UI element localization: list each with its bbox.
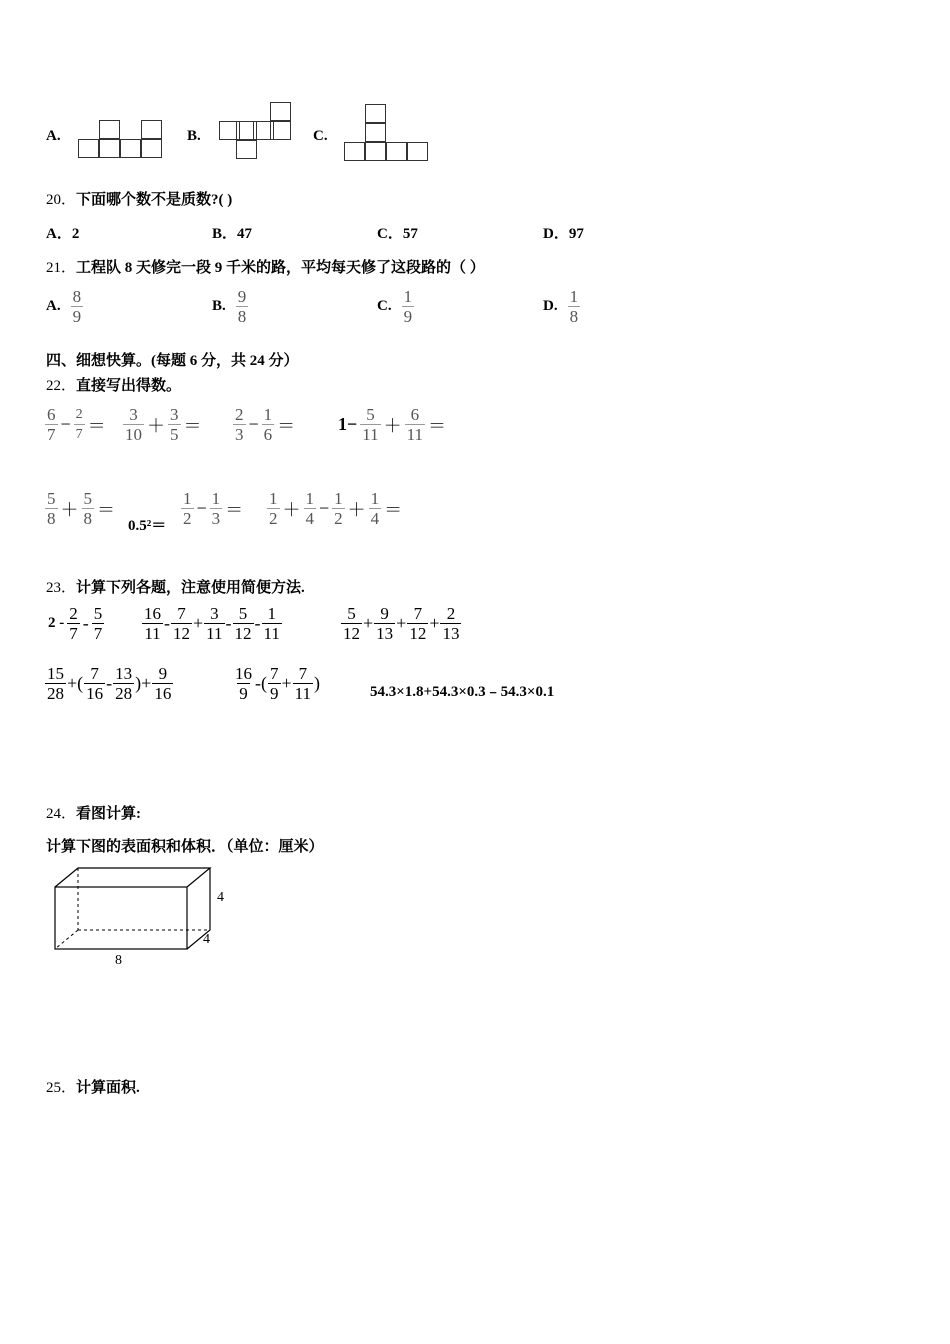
- q21-option-c[interactable]: C. 1 9: [377, 287, 413, 326]
- q19-option-c-letter[interactable]: C.: [313, 128, 328, 144]
- q20-option-c[interactable]: C．57: [377, 226, 418, 242]
- q22-row1-expr4: 1− $\frac{5}{11}$ ＋ 6 11 ＝: [338, 405, 447, 444]
- q19-option-a-letter[interactable]: A.: [46, 128, 61, 144]
- q20-question: [46, 188, 232, 209]
- q21-number: 21．: [46, 260, 77, 276]
- q19-option-b-letter[interactable]: B.: [187, 128, 201, 144]
- q23-row1-expr1: 2 - 2 7 - 5 7: [48, 604, 103, 643]
- q21-text: 工程队 8 天修完一段 9 千米的路，平均每天修了这段路的（ ）: [76, 260, 485, 276]
- q22-row1-expr3: 2 3 − $\frac{1}{6}$ ＝: [235, 405, 296, 444]
- q24-question: 24．看图计算:: [46, 806, 142, 822]
- q23-row2-expr2: 16 9 -( 7 9 + $\frac{7}{11}$ ): [235, 664, 321, 703]
- q21-question: [46, 256, 485, 277]
- q20-option-b[interactable]: B．47: [212, 226, 253, 242]
- section-4-title: 四、细想快算。(每题 6 分，共 24 分）: [46, 353, 299, 369]
- q23-row1-expr3: 5 12 + $\frac{9}{13}$ + $\frac{7}{12}$ + $\frac{2}{13}$: [343, 604, 460, 643]
- q22-question: 22．直接写出得数。: [46, 378, 182, 394]
- cuboid-height-label: 4: [217, 890, 224, 905]
- q20-number: 20．: [46, 192, 77, 208]
- q23-question: 23．计算下列各题，注意使用简便方法.: [46, 580, 305, 596]
- q19-option-c-figure[interactable]: [344, 104, 432, 162]
- q22-row2-expr4: 1 2 ＋ 1 4 − $\frac{1}{2}$ ＋ 1 4 ＝: [269, 489, 403, 528]
- q21-option-a[interactable]: A. 8 9: [46, 287, 82, 326]
- q21-option-d[interactable]: D. 1 8: [543, 287, 579, 326]
- q22-row1-expr1: 6 7 − $\frac{2}{7}$ ＝: [47, 405, 106, 444]
- q20-text: 下面哪个数不是质数?( ): [76, 192, 233, 208]
- q20-option-d[interactable]: D．97: [543, 226, 584, 242]
- q23-row2-expr1: 15 28 +( 7 16 - 13 28 )+ $\frac{9}{16}$: [47, 664, 172, 703]
- q22-row1-expr2: 3 10 ＋ 3 5 ＝: [125, 405, 202, 444]
- q20-option-a[interactable]: A．2: [46, 226, 80, 242]
- q23-row1-expr2: 16 11 - 7 12 + $\frac{3}{11}$ - 5 12 - 1 11: [144, 604, 280, 643]
- q22-row2-expr2: 0.5²＝: [128, 518, 167, 534]
- q19-option-b-figure[interactable]: [219, 102, 291, 162]
- q25-question: 25．计算面积.: [46, 1080, 140, 1096]
- cuboid-depth-label: 4: [203, 932, 210, 947]
- q19-option-a-figure[interactable]: [78, 120, 164, 162]
- q21-option-b[interactable]: B. 9 8: [212, 287, 247, 326]
- cuboid-length-label: 8: [115, 953, 122, 968]
- cuboid-figure: [50, 862, 240, 972]
- q24-subtext: 计算下图的表面积和体积．（单位：厘米）: [46, 839, 324, 855]
- q22-row2-expr1: 5 8 ＋ 5 8 ＝: [47, 489, 115, 528]
- q23-row2-expr3: 54.3×1.8+54.3×0.3﹣54.3×0.1: [370, 684, 555, 700]
- q22-row2-expr3: 1 2 − $\frac{1}{3}$ ＝: [183, 489, 244, 528]
